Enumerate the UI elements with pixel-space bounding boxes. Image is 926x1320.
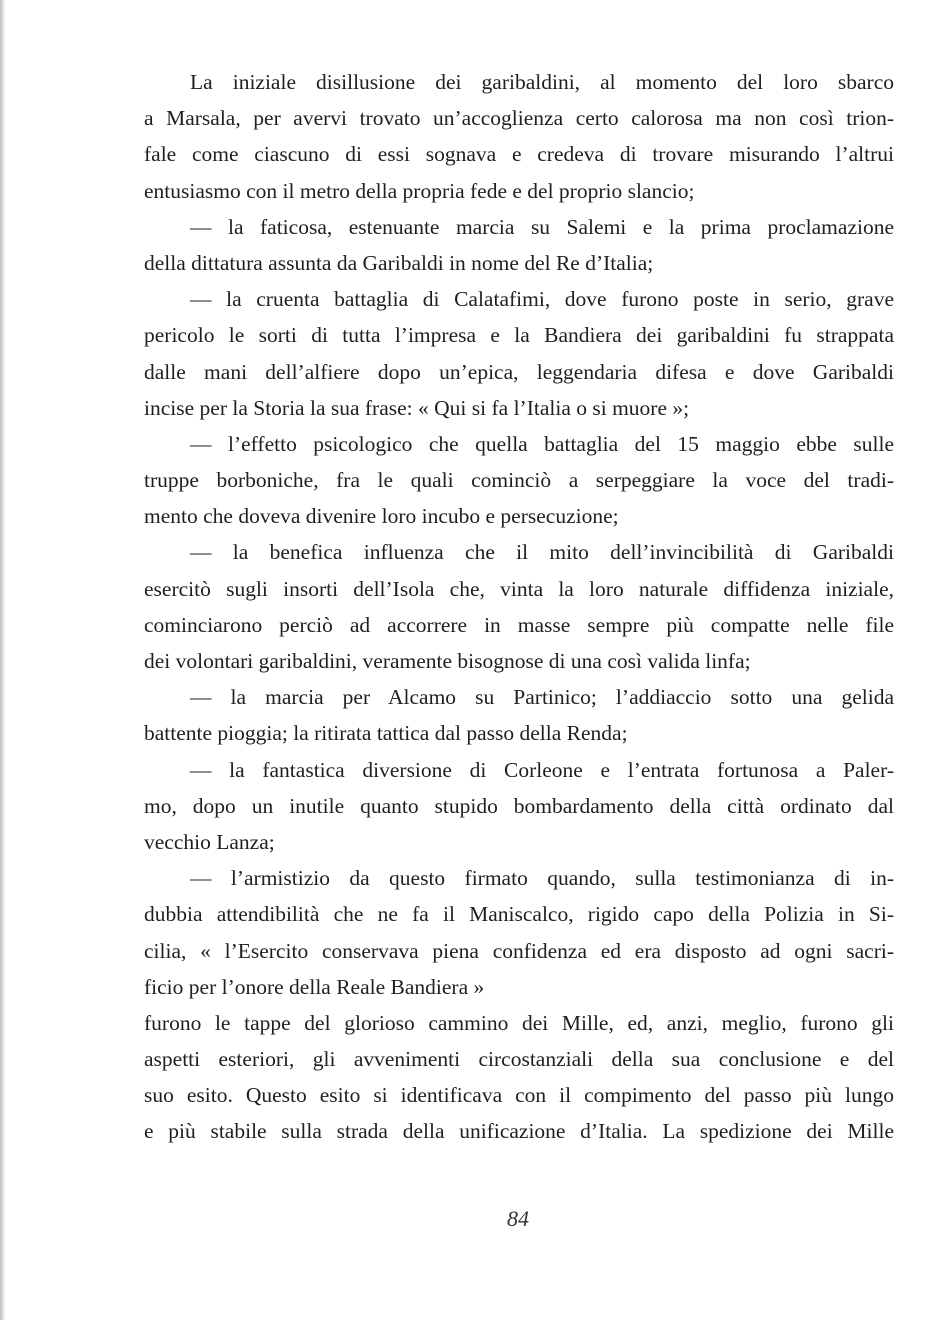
text-line: La iniziale disillusione dei garibaldini, al momento del loro sbarco [190, 70, 894, 94]
text-line: pericolo le sorti di tutta l’impresa e la Bandiera dei garibaldini fu strappata [144, 323, 894, 348]
text-line: a Marsala, per avervi trovato un’accoglienza certo calorosa ma non così trion- [144, 106, 894, 131]
text-line: — la marcia per Alcamo su Partinico; l’addiaccio sotto una gelida [190, 685, 894, 710]
page-number: 84 [507, 1206, 529, 1231]
text-line: ficio per l’onore della Reale Bandiera » [144, 974, 485, 999]
text-line: fale come ciascuno di essi sognava e credeva di trovare misurando l’altrui [144, 142, 894, 167]
text-line: dei volontari garibaldini, veramente bisognose di una così valida linfa; [144, 649, 751, 673]
text-line: aspetti esteriori, gli avvenimenti circostanziali della sua conclusione e del [144, 1047, 894, 1072]
text-line: dalle mani dell’alfiere dopo un’epica, leggendaria difesa e dove Garibaldi [144, 359, 894, 384]
text-line: — l’armistizio da questo firmato quando, sulla testimonianza di in- [190, 866, 894, 891]
text-line: — la fantastica diversione di Corleone e l’entrata fortunosa a Paler- [190, 757, 894, 782]
text-line: truppe borboniche, fra le quali cominciò a serpeggiare la voce del tradi- [144, 468, 894, 493]
text-line: furono le tappe del glorioso cammino dei Mille, ed, anzi, meglio, furono gli [144, 1010, 894, 1035]
text-line: — la faticosa, estenuante marcia su Salemi e la prima proclamazione [190, 214, 894, 239]
text-line: cominciarono perciò ad accorrere in masse sempre più compatte nelle file [144, 612, 894, 637]
text-line: battente pioggia; la ritirata tattica dal passo della Renda; [144, 721, 628, 746]
text-line: — l’effetto psicologico che quella battaglia del 15 maggio ebbe sulle [190, 431, 894, 456]
text-line: suo esito. Questo esito si identificava con il compimento del passo più lungo [144, 1083, 894, 1108]
text-line: vecchio Lanza; [144, 829, 275, 854]
page-binding-edge [0, 0, 6, 1320]
text-line: e più stabile sulla strada della unificazione d’Italia. La spedizione dei Mille [144, 1119, 894, 1144]
text-line: incise per la Storia la sua frase: « Qui si fa l’Italia o si muore »; [144, 395, 690, 420]
body-text [144, 64, 894, 1150]
text-line: esercitò sugli insorti dell’Isola che, vinta la loro naturale diffidenza iniziale, [144, 576, 894, 601]
text-line: — la benefica influenza che il mito dell’invincibilità di Garibaldi [190, 540, 894, 565]
text-line: entusiasmo con il metro della propria fede e del proprio slancio; [144, 178, 695, 203]
text-line: — la cruenta battaglia di Calatafimi, dove furono poste in serio, grave [190, 287, 894, 312]
text-line: della dittatura assunta da Garibaldi in nome del Re d’Italia; [144, 250, 654, 275]
text-line: mo, dopo un inutile quanto stupido bombardamento della città ordinato dal [144, 793, 894, 818]
text-line: cilia, « l’Esercito conservava piena confidenza ed era disposto ad ogni sacri- [144, 938, 894, 963]
text-line: dubbia attendibilità che ne fa il Maniscalco, rigido capo della Polizia in Si- [144, 902, 894, 927]
text-line: mento che doveva divenire loro incubo e persecuzione; [144, 504, 619, 529]
